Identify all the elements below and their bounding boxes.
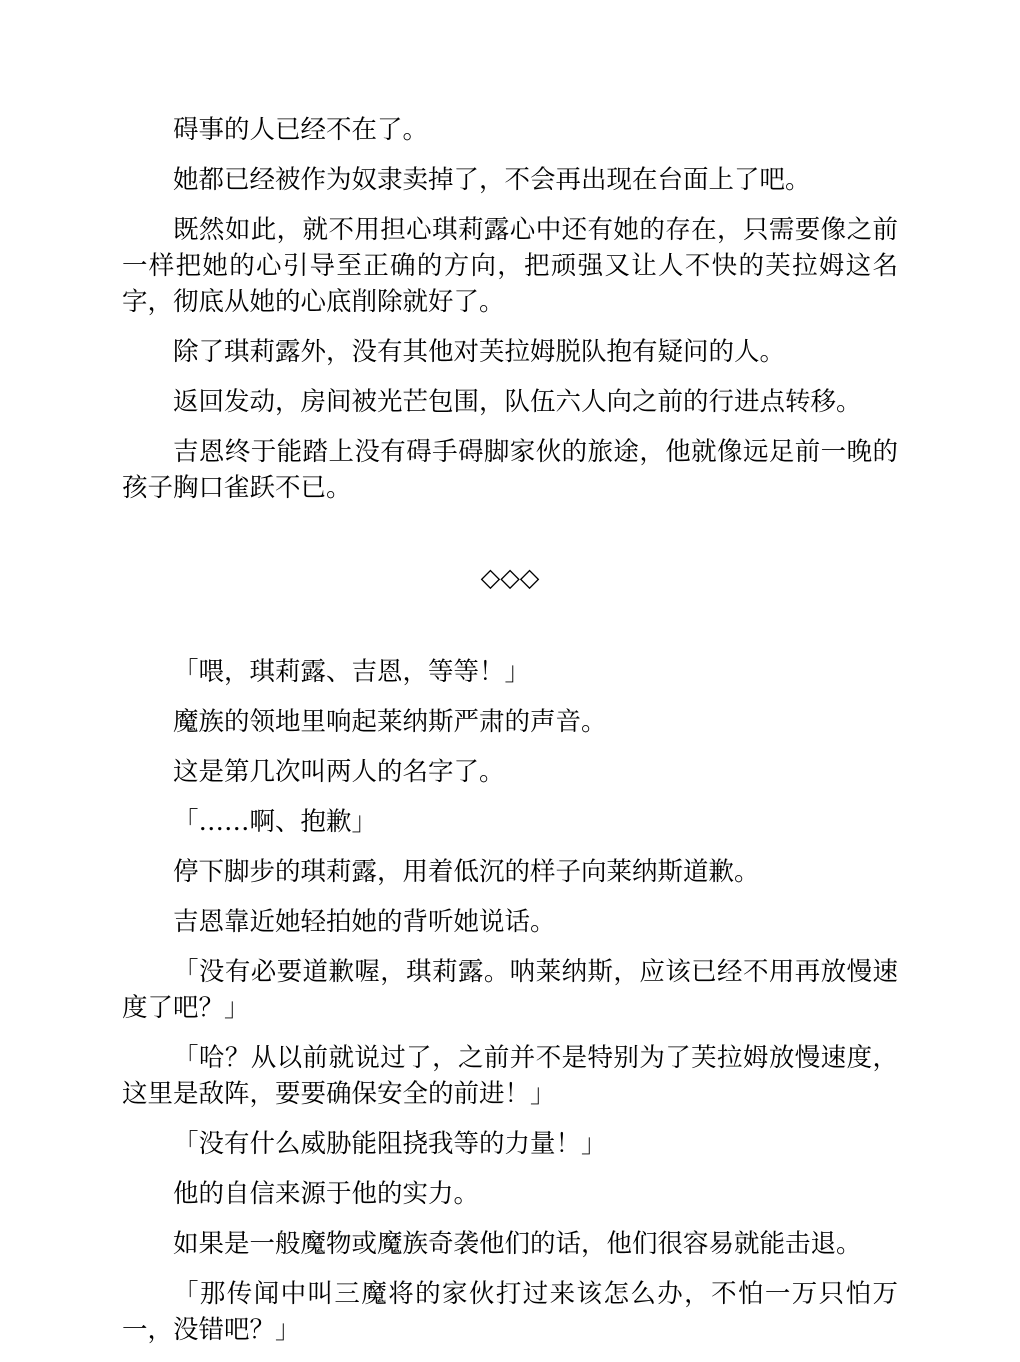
scene-separator: ◇◇◇ — [480, 563, 540, 593]
paragraph: 既然如此，就不用担心琪莉露心中还有她的存在，只需要像之前一样把她的心引导至正确的方向，把顽强又让人不快的芙拉姆这名字，彻底从她的心底削除就好了。 — [122, 215, 898, 317]
paragraph: 她都已经被作为奴隶卖掉了，不会再出现在台面上了吧。 — [173, 165, 811, 195]
document-page — [122, 112, 898, 1362]
paragraph: 吉恩终于能踏上没有碍手碍脚家伙的旅途，他就像远足前一晚的孩子胸口雀跃不已。 — [122, 437, 898, 503]
paragraph: 停下脚步的琪莉露，用着低沉的样子向莱纳斯道歉。 — [173, 857, 760, 887]
paragraph: 除了琪莉露外，没有其他对芙拉姆脱队抱有疑问的人。 — [173, 337, 786, 367]
paragraph: 魔族的领地里响起莱纳斯严肃的声音。 — [173, 707, 607, 737]
paragraph: 返回发动，房间被光芒包围，队伍六人向之前的行进点转移。 — [173, 387, 862, 417]
paragraph: 如果是一般魔物或魔族奇袭他们的话，他们很容易就能击退。 — [173, 1229, 862, 1259]
paragraph: 「没有必要道歉喔，琪莉露。呐莱纳斯，应该已经不用再放慢速度了吧？」 — [122, 957, 898, 1023]
paragraph: 这是第几次叫两人的名字了。 — [173, 757, 505, 787]
paragraph: 他的自信来源于他的实力。 — [173, 1179, 480, 1209]
paragraph: 「那传闻中叫三魔将的家伙打过来该怎么办，不怕一万只怕万一，没错吧？」 — [122, 1279, 898, 1345]
paragraph: 「……啊、抱歉」 — [173, 807, 378, 837]
paragraph: 碍事的人已经不在了。 — [173, 115, 429, 145]
paragraph: 「喂，琪莉露、吉恩，等等！」 — [173, 657, 531, 687]
paragraph: 「没有什么威胁能阻挠我等的力量！」 — [173, 1129, 607, 1159]
paragraph: 吉恩靠近她轻拍她的背听她说话。 — [173, 907, 556, 937]
paragraph: 「哈？从以前就说过了，之前并不是特别为了芙拉姆放慢速度，这里是敌阵，要要确保安全的前进！」 — [122, 1043, 898, 1109]
